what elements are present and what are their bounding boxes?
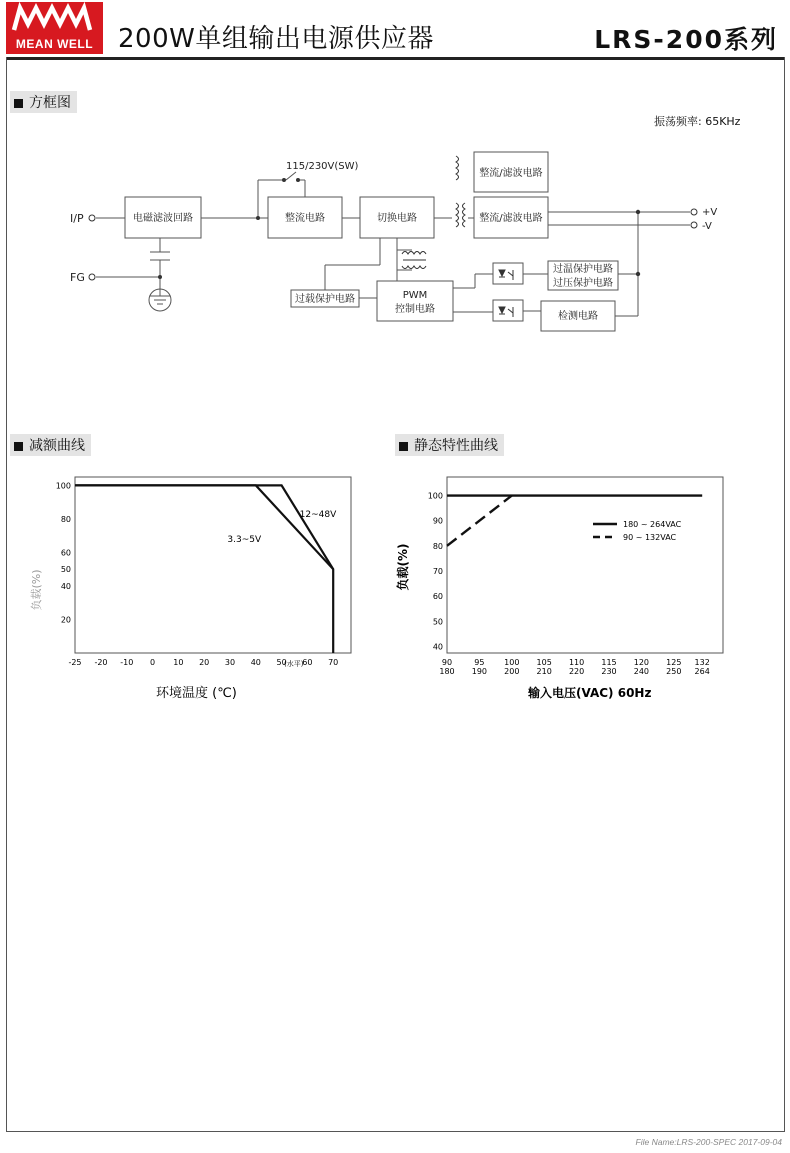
footer-file-name: File Name:LRS-200-SPEC 2017-09-04 — [635, 1137, 782, 1147]
x-tick-label-bottom: 220 — [568, 667, 585, 676]
x-tick-label: -20 — [94, 658, 108, 667]
ip-label: I/P — [70, 212, 84, 225]
series-label-12-48v: 12~48V — [299, 509, 337, 520]
pwm-box — [377, 281, 453, 321]
series-line-1 — [75, 485, 333, 653]
output-negative-label: -V — [702, 221, 712, 232]
x-tick-label-bottom: 200 — [504, 667, 520, 676]
legend-label-2: 90 ~ 132VAC — [623, 533, 677, 542]
opto-coupler-2 — [493, 300, 523, 321]
x-unit-label: (水平) — [284, 660, 304, 668]
plot-frame — [447, 477, 723, 653]
x-tick-label: 0 — [150, 658, 156, 667]
x-tick-label: 30 — [224, 658, 236, 667]
ovp-label: 过压保护电路 — [553, 278, 613, 289]
pwm-control-label: 控制电路 — [395, 304, 435, 315]
y-tick-label: 100 — [55, 481, 71, 491]
section-derating — [10, 434, 91, 456]
output-positive-label: +V — [702, 207, 718, 218]
y-tick-label: 80 — [432, 541, 443, 551]
x-tick-label-top: 95 — [474, 658, 485, 667]
rectifier-label: 整流电路 — [285, 213, 325, 224]
y-tick-label: 90 — [432, 516, 443, 526]
static-chart — [395, 472, 765, 702]
x-tick-label-bottom: 190 — [471, 667, 488, 676]
x-tick-label-top: 115 — [601, 658, 617, 667]
series-line-2 — [75, 485, 333, 569]
derating-chart — [20, 472, 390, 702]
y-axis-label: 负载(%) — [396, 543, 410, 591]
x-tick-label-top: 125 — [666, 658, 682, 667]
x-tick-label-top: 132 — [694, 658, 710, 667]
x-tick-label-top: 110 — [568, 658, 585, 667]
x-tick-label-bottom: 264 — [694, 667, 710, 676]
y-tick-label: 40 — [432, 642, 443, 652]
y-tick-label: 40 — [60, 581, 71, 591]
series-line-2 — [447, 496, 512, 546]
oscillation-frequency: 振荡频率: 65KHz — [654, 115, 741, 128]
otp-label: 过温保护电路 — [553, 264, 613, 275]
x-axis-label: 环境温度 (℃) — [156, 686, 237, 701]
y-tick-label: 70 — [432, 567, 443, 576]
plot-frame — [75, 477, 351, 653]
x-tick-label-bottom: 250 — [666, 667, 682, 676]
x-tick-label-top: 100 — [504, 658, 520, 667]
y-tick-label: 100 — [427, 491, 443, 501]
bullet-square-icon — [14, 442, 23, 451]
y-tick-label: 50 — [432, 617, 443, 627]
y-tick-label: 60 — [60, 548, 71, 558]
y-tick-label: 80 — [60, 514, 71, 524]
x-tick-label-top: 90 — [441, 658, 453, 667]
x-tick-label: 20 — [199, 658, 210, 667]
x-tick-label-top: 105 — [536, 658, 552, 667]
x-tick-label: -25 — [68, 658, 82, 667]
fg-label: FG — [70, 271, 85, 284]
section-title: 减额曲线 — [29, 438, 85, 454]
x-axis-label: 输入电压(VAC) 60Hz — [528, 686, 652, 700]
x-tick-label-bottom: 240 — [633, 667, 650, 676]
series-title: LRS-200系列 — [594, 25, 778, 54]
block-diagram — [0, 0, 790, 400]
opto-coupler-1 — [493, 263, 523, 284]
y-tick-label: 50 — [60, 565, 71, 575]
legend-label-1: 180 ~ 264VAC — [623, 520, 682, 529]
switching-label: 切换电路 — [377, 213, 417, 224]
pwm-label: PWM — [402, 290, 428, 301]
x-tick-label-bottom: 180 — [439, 667, 455, 676]
section-static — [395, 434, 504, 456]
switch-label: 115/230V(SW) — [286, 161, 359, 172]
series-label-3-3-5v: 3.3~5V — [227, 535, 262, 546]
y-axis-label: 负载(%) — [30, 569, 43, 611]
y-tick-label: 20 — [60, 615, 71, 625]
x-tick-label-top: 120 — [633, 658, 650, 667]
olp-label: 过载保护电路 — [295, 294, 355, 305]
aux-rect-filter-label: 整流/滤波电路 — [479, 168, 543, 179]
x-tick-label-bottom: 230 — [601, 667, 617, 676]
x-tick-label-bottom: 210 — [536, 667, 552, 676]
section-title: 方框图 — [29, 95, 71, 111]
x-tick-label: 60 — [302, 658, 313, 667]
section-title: 静态特性曲线 — [414, 438, 498, 454]
x-tick-label: -10 — [120, 658, 134, 667]
x-tick-label: 40 — [250, 658, 261, 667]
x-tick-label: 10 — [173, 658, 184, 667]
y-tick-label: 60 — [432, 592, 443, 602]
emi-filter-label: 电磁滤波回路 — [133, 213, 193, 224]
document-title: 200W单组输出电源供应器 — [118, 24, 434, 54]
main-rect-filter-label: 整流/滤波电路 — [479, 213, 543, 224]
bullet-square-icon — [399, 442, 408, 451]
x-tick-label: 70 — [328, 658, 339, 667]
x-tick-label: 50 — [276, 658, 287, 667]
logo-text: MEAN WELL — [15, 37, 94, 51]
detect-label: 检测电路 — [558, 311, 598, 322]
